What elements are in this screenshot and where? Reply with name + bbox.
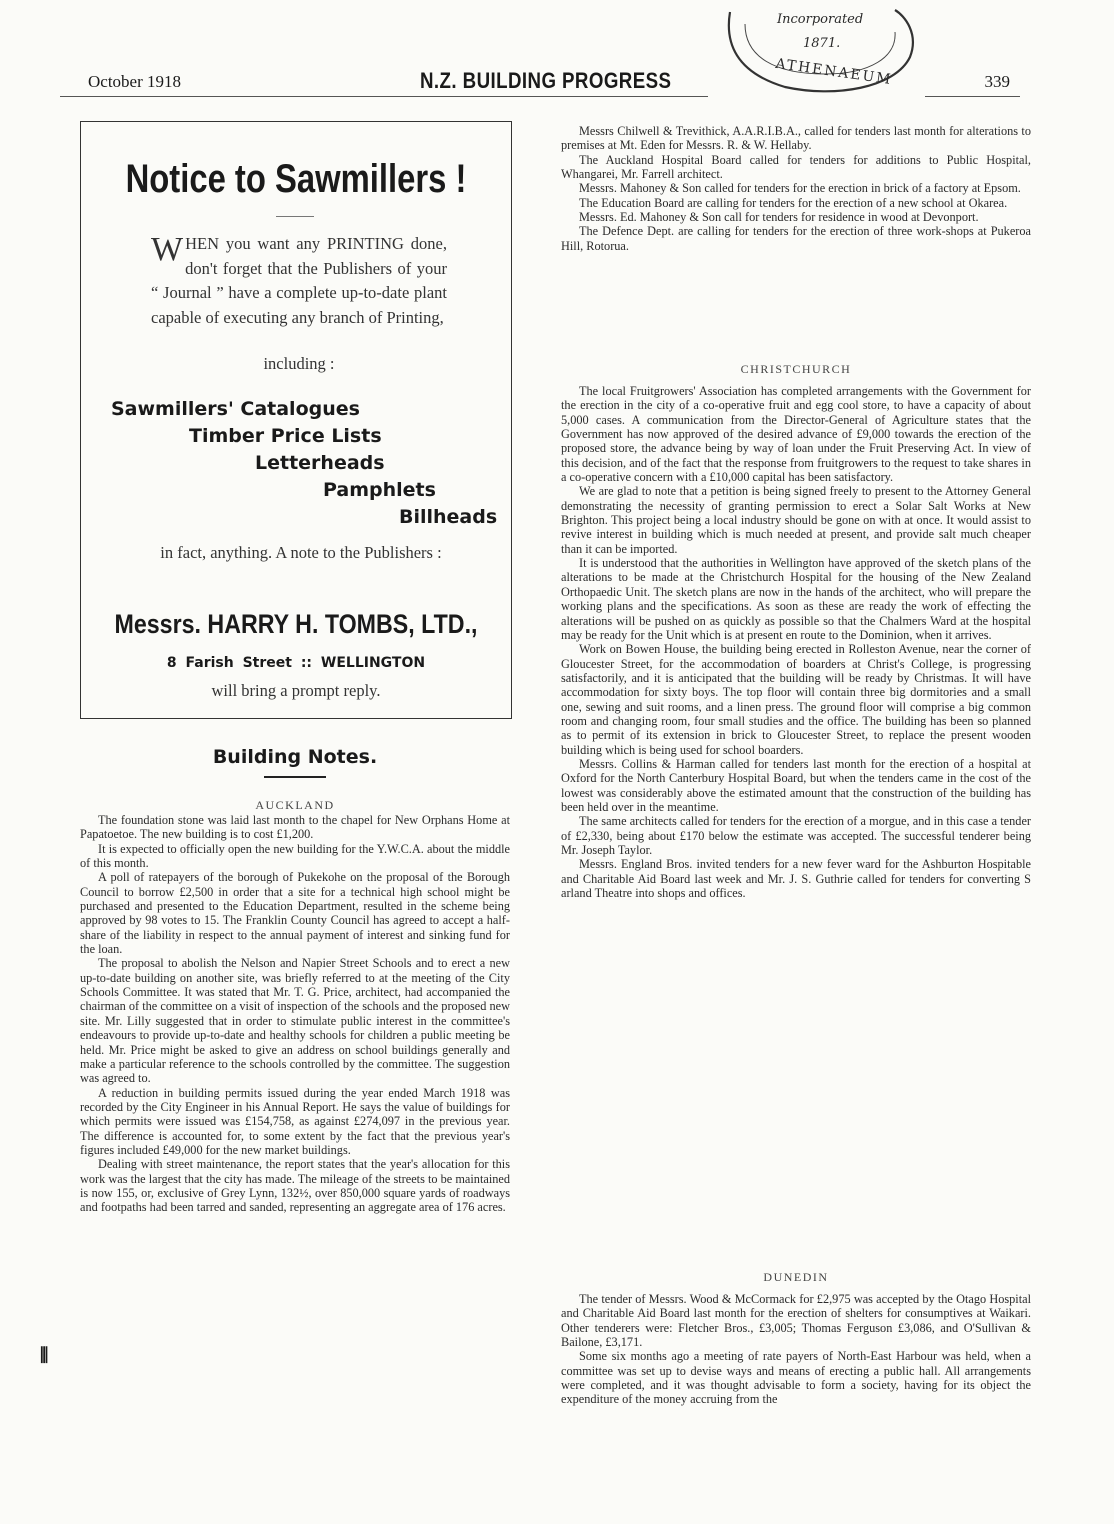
- library-stamp: [705, 2, 925, 98]
- section-heading-christchurch: CHRISTCHURCH: [740, 362, 852, 376]
- paragraph: The proposal to abolish the Nelson and Napier Street Schools and to erect a new up-to-date building on another site, was briefly referred to at the meeting of the City Schools Committee. It was stated that Mr. T. G. Price, architect, had accompanied the chairman of the committee on a visit of inspection of the schools and the proposed new site. Mr. Lilly suggested that in order to stimulate public interest in the committee's endeavours to provide up-to-date and healthy schools for children a public meeting be held. Mr. Price might be asked to give an address on school buildings generally and make a particular reference to the schools controlled by the committee. The suggestion was agreed to.: [80, 956, 510, 1086]
- issue-date: October 1918: [88, 72, 182, 91]
- paragraph: The Auckland Hospital Board called for tenders for additions to Public Hospital, Whangarei, Mr. Farrell architect.: [561, 152, 1031, 182]
- paragraph: The Education Board are calling for tenders for the erection of a new school at Okarea.: [579, 195, 1008, 210]
- notice-item: Billheads: [399, 506, 498, 528]
- right-column-dunedin: [561, 1292, 1031, 1407]
- paragraph: We are glad to note that a petition is being signed freely to present to the Attorney General demonstrating the necessity of granting permission to erect a Solar Salt Works at New Brighton. This project being a local industry should be gone on with at once. It would assist to revive interest in building which is much needed at present, and provide salt much cheaper than it can be imported.: [561, 484, 1031, 556]
- paragraph: It is expected to officially open the new building for the Y.W.C.A. about the middle of this month.: [80, 841, 510, 871]
- paragraph: Some six months ago a meeting of rate payers of North-East Harbour was held, when a committee was set up to devise ways and means of erecting a public hall. All arrangements were completed, and it was thought advisable to form a society, having for its object the expenditure of the money accruing from the: [561, 1349, 1031, 1407]
- notice-intro: [151, 232, 447, 330]
- journal-title: N.Z. BUILDING PROGRESS: [420, 68, 672, 93]
- paragraph: Messrs. Ed. Mahoney & Son call for tenders for residence in wood at Devonport.: [579, 210, 979, 225]
- paragraph: It is understood that the authorities in Wellington have approved of the sketch plans of the alterations to be made at the Christchurch Hospital for the housing of the New Zealand Orthopaedic Unit. The sketch plans are now in the hands of the architect, who will prepare the working plans and the specifications. As soon as these are ready the work of effecting the alterations will be pushed on as quickly as possible so that the Chalmers Ward at the hospital may be ready for the Unit which is at present en route to the Dominion, when it arrives.: [561, 556, 1031, 642]
- notice-title: Notice to Sawmillers !: [125, 157, 467, 201]
- notice-item: Timber Price Lists: [189, 425, 382, 447]
- notice-divider: [276, 216, 314, 217]
- notice-item: Pamphlets: [323, 479, 436, 501]
- header-rule-right: [925, 96, 1020, 97]
- paragraph: Messrs. England Bros. invited tenders for a new fever ward for the Ashburton Hospitable and Charitable Aid Board last week and Mr. J. S. Guthrie called for tenders for converting S arland Theatre into shops and offices.: [561, 857, 1031, 901]
- paragraph: Messrs Chilwell & Trevithick, A.A.R.I.B.A., called for tenders last month for alterations to premises at Mt. Eden for Messrs. R. & W. Hellaby.: [561, 124, 1031, 153]
- notice-company: Messrs. HARRY H. TOMBS, LTD.,: [114, 609, 478, 639]
- notice-intro-text: HEN you want any PRINTING done, don't forget that the Publishers of your “ Journal ” have a complete up-to-date plant capable of executing any branch of Printing,: [151, 234, 447, 327]
- stamp-year: 1871.: [803, 36, 841, 51]
- left-column: [80, 813, 510, 1215]
- notice-fact-text: in fact, anything. A note to the Publishers :: [160, 543, 442, 562]
- section-heading-dunedin: DUNEDIN: [763, 1270, 829, 1284]
- paragraph: Dealing with street maintenance, the report states that the year's allocation for this work was the largest that the city has made. The mileage of the streets to be maintained is now 155, or, exclusive of Grey Lynn, 132½, over 850,000 square yards of roadways and footpaths had been tarred and sanded, representing an aggregate area of 176 acres.: [80, 1157, 510, 1215]
- notice-reply: will bring a prompt reply.: [211, 681, 381, 700]
- right-column-christchurch: [561, 384, 1031, 900]
- paragraph: The Defence Dept. are calling for tenders for the erection of three work-shops at Pukeroa Hill, Rotorua.: [561, 224, 1031, 253]
- stamp-athenaeum: ATHENAEUM: [774, 55, 894, 89]
- stamp-incorporated: Incorporated: [777, 12, 864, 27]
- page-number: 339: [984, 72, 1010, 91]
- paragraph: Work on Bowen House, the building being erected in Rolleston Avenue, near the corner of Gloucester Street, for the accommodation of boarders at Christ's College, is progressing satisfactorily, and it is anticipated that the building will be ready by Christmas. It will have accommodation for sixty boys. The top floor will contain three big dormitories and a small one, sewing and suit rooms, and a linen press. The ground floor will comprise a big common room and changing room, four small studies and the office. The building has been so planned as to permit of its extension in brick to Gloucester Street, to replace the present wooden building which is being used for school boarders.: [561, 642, 1031, 757]
- header-rule: [60, 96, 708, 97]
- notice-address: 8 Farish Street :: WELLINGTON: [166, 655, 426, 671]
- building-notes-title: Building Notes.: [212, 746, 378, 768]
- building-notes-rule: [264, 776, 326, 778]
- paragraph: A reduction in building permits issued during the year ended March 1918 was recorded by the City Engineer in his Annual Report. He says the value of buildings for which permits were issued was £154,758, as against £274,097 in the previous year. The difference is accounted for, to some extent by the fact that the previous year's figures included £49,000 for the new market buildings.: [80, 1085, 510, 1157]
- paragraph: A poll of ratepayers of the borough of Pukekohe on the proposal of the Borough Council to borrow £2,500 in order that a site for a technical high school might be purchased and presented to the Education Department, resulted in the scheme being approved by 98 votes to 15. The Franklin County Council has agreed to accept a half-share of the liability in respect to the annual payment of interest and sinking fund for the loan.: [80, 870, 510, 957]
- margin-mark-icon: ⫼: [40, 1345, 49, 1366]
- notice-including: including :: [263, 354, 335, 373]
- paragraph: The foundation stone was laid last month to the chapel for New Orphans Home at Papatoetoe. The new building is to cost £1,200.: [80, 813, 510, 842]
- notice-advertisement: [80, 121, 512, 719]
- section-heading-auckland: AUCKLAND: [255, 798, 335, 812]
- paragraph: The local Fruitgrowers' Association has completed arrangements with the Government for the erection in the city of a co-operative fruit and egg cool store, to have a capacity of about 5,000 cases. A communication from the Director-General of Agriculture states that the Government has now approved of the desired advance of £9,000 towards the erection of the proposed store, the advance being by way of loan under the Fruit Preserving Act. In view of this decision, and of the fact that the response from fruitgrowers to the request to take shares in a co-operative concern with a £10,000 capital has been satisfactory.: [561, 384, 1031, 485]
- notice-dropcap: W: [151, 231, 184, 268]
- notice-item: Sawmillers' Catalogues: [111, 398, 360, 420]
- paragraph: Messrs. Collins & Harman called for tenders last month for the erection of a hospital at Oxford for the North Canterbury Hospital Board, but when the tenders came in the cost of the lowest was considerably above the estimated amount that the construction of the building has been held over in the meantime.: [561, 756, 1031, 814]
- notice-item: Letterheads: [255, 452, 385, 474]
- right-column-auckland: [561, 124, 1031, 253]
- paragraph: Messrs. Mahoney & Son called for tenders for the erection in brick of a factory at Epsom.: [579, 181, 1021, 196]
- paragraph: The tender of Messrs. Wood & McCormack for £2,975 was accepted by the Otago Hospital and Charitable Aid Board last month for the erection of shelters for consumptives at Waikari. Other tenderers were: Fletcher Bros., £3,005; Thomas Ferguson £3,086, and O'Sullivan & Bailone, £3,171.: [561, 1292, 1031, 1350]
- paragraph: The same architects called for tenders for the erection of a morgue, and in this case a tender of £2,330, being about £170 below the estimate was accepted. The successful tenderer being Mr. Joseph Taylor.: [561, 814, 1031, 857]
